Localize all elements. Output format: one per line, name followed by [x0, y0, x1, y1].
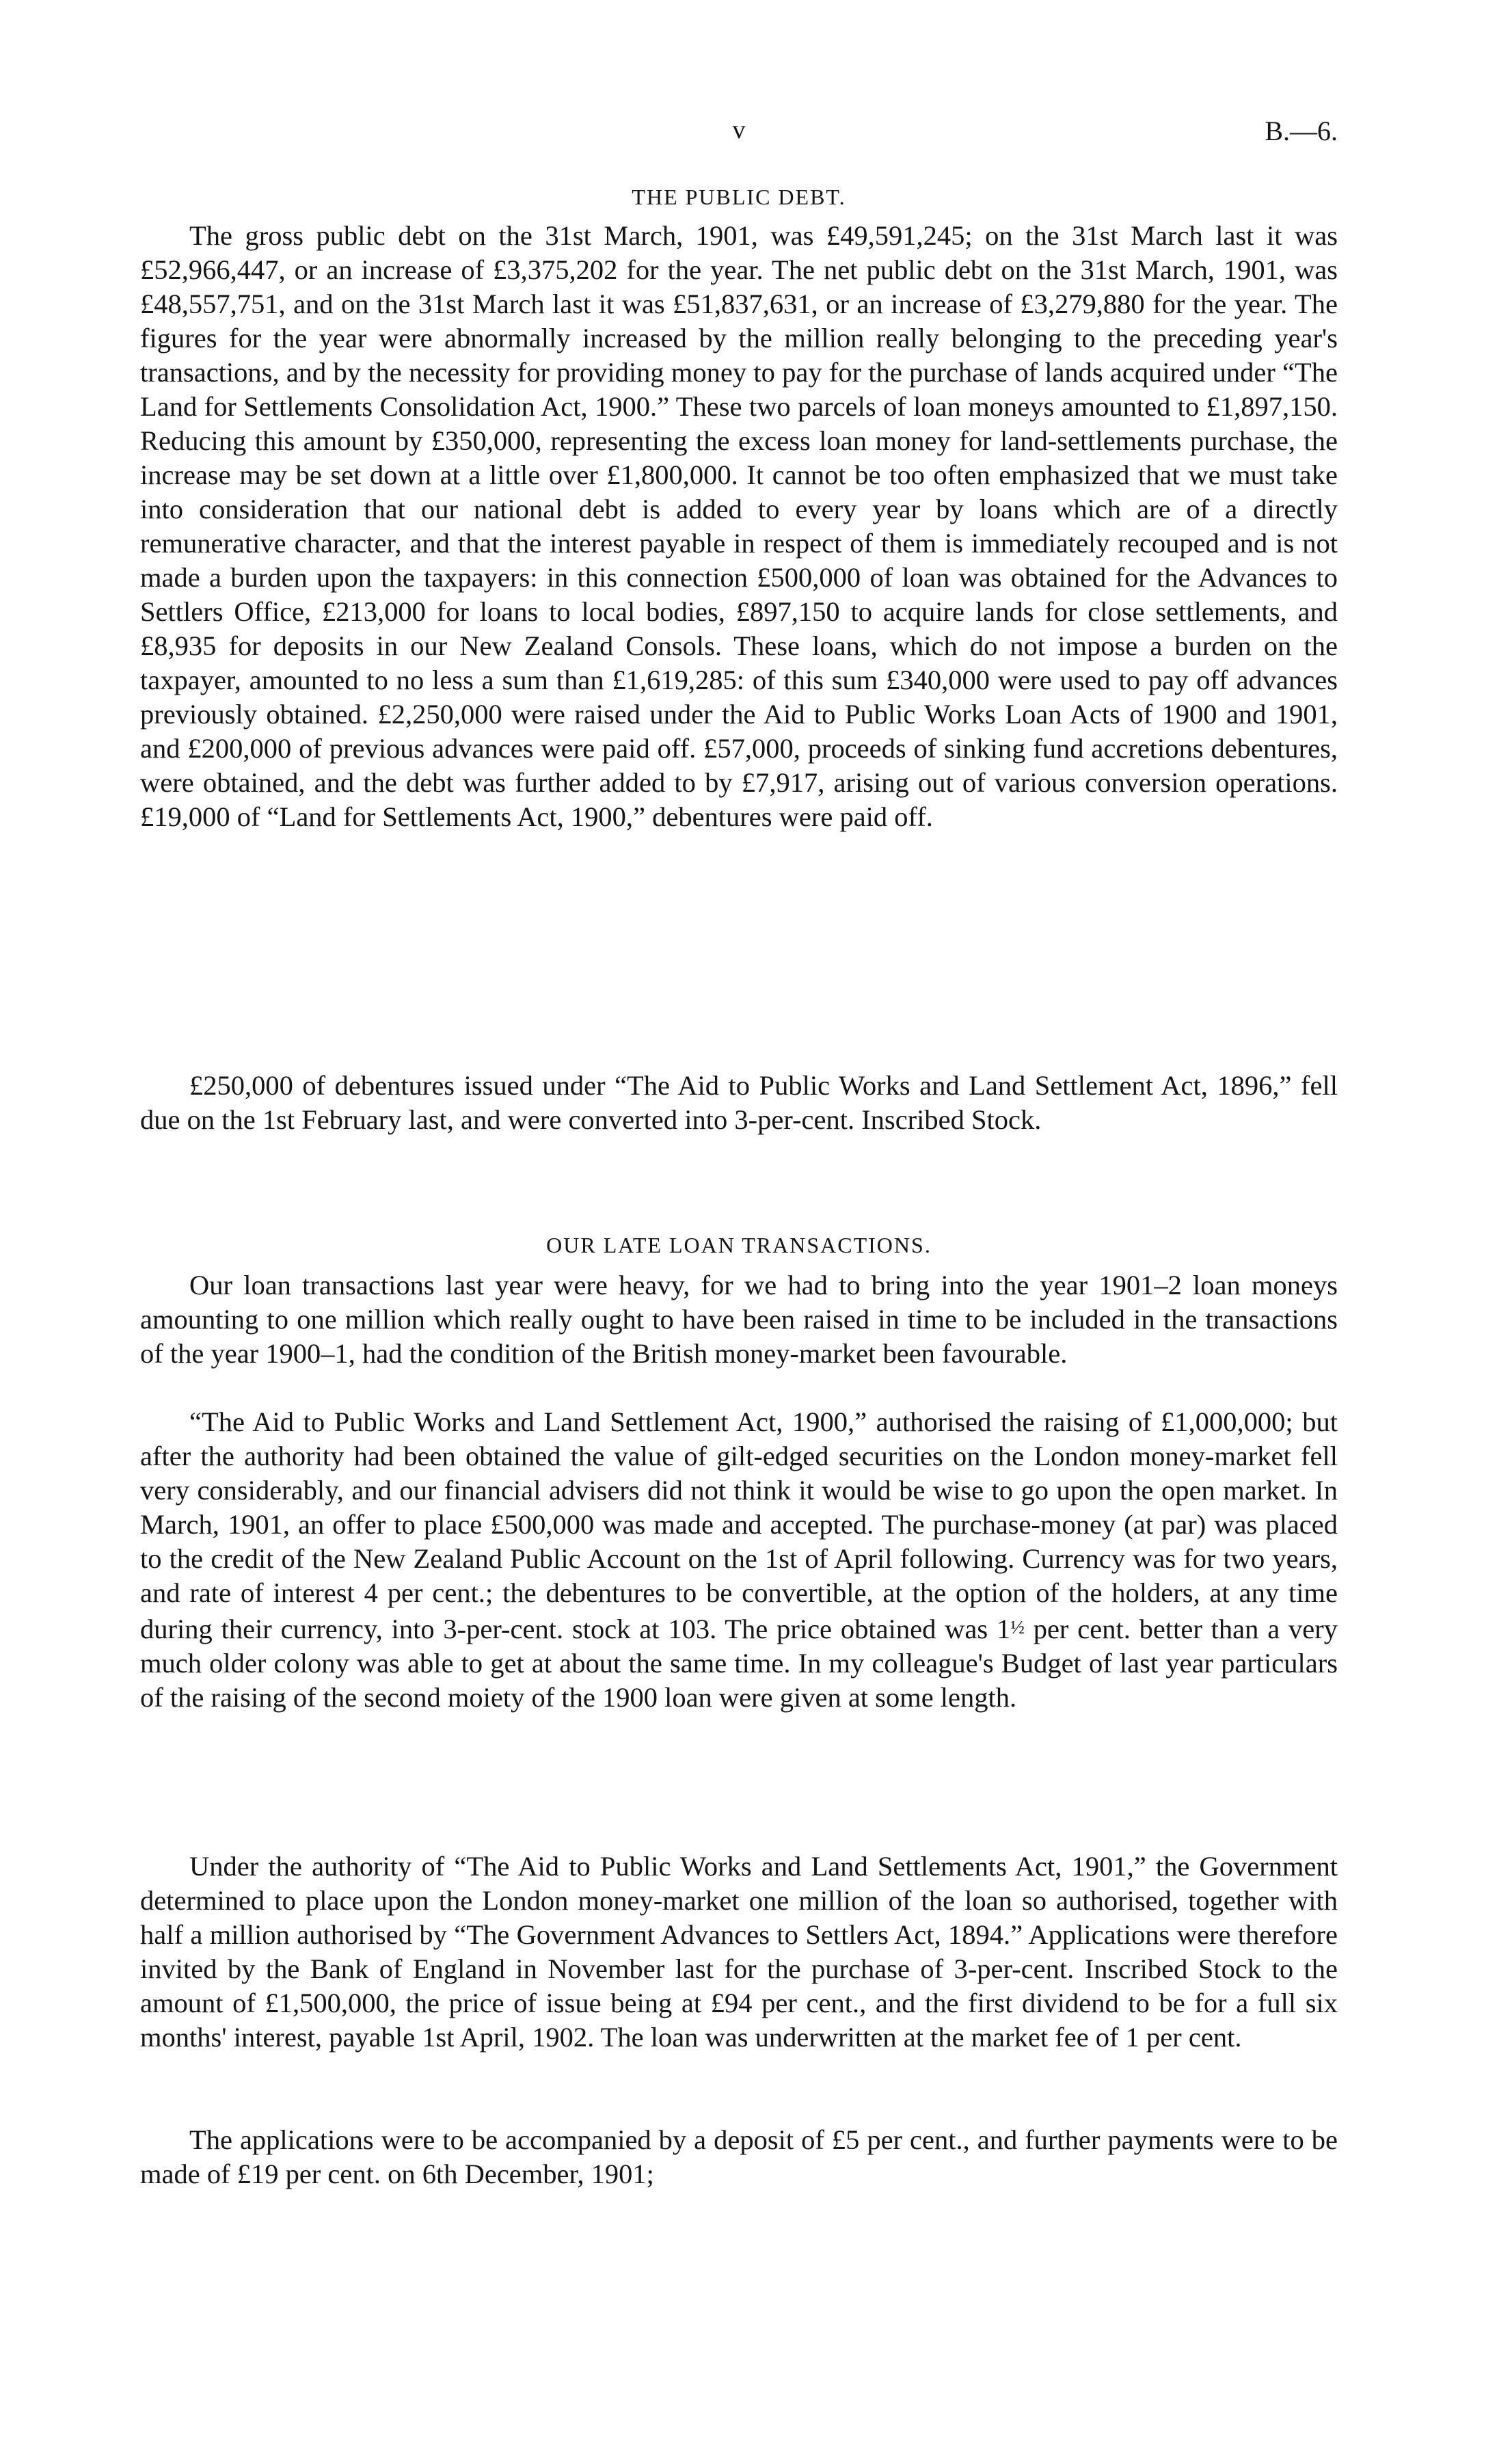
paragraph-debenture-conversion: £250,000 of debentures issued under “The Aid to Public Works and Land Settlement Act, 1896,” fell due on the 1st February last, and were converted into 3-per-cent. Inscribed Stock.: [140, 1070, 1338, 1135]
paper-reference: B.—6.: [1265, 116, 1338, 146]
price-fraction: ½: [1010, 1616, 1025, 1638]
paragraph-public-debt-figures: The gross public debt on the 31st March, 1901, was £49,591,245; on the 31st March last it was £52,966,447, or an increase of £3,375,202 for the year. The net public debt on the 31st March, 1901, was £48,557,751, and on the 31st March last it was £51,837,631, or an increase of £3,279,880 for the year. The figures for the year were abnormally increased by the million really belonging to the preceding year's transactions, and by the necessity for providing money to pay for the purchase of lands acquired under “The Land for Settlements Consolidation Act, 1900.” These two parcels of loan moneys amounted to £1,897,150. Reducing this amount by £350,000, representing the excess loan money for land-settlements purchase, the increase may be set down at a little over £1,800,000. It cannot be too often emphasized that we must take into consideration that our national debt is added to every year by loans which are of a directly remunerative character, and that the interest payable in respect of them is immediately recouped and is not made a burden upon the taxpayers: in this connection £500,000 of loan was obtained for the Advances to Settlers Office, £213,000 for loans to local bodies, £897,150 to acquire lands for close settlements, and £8,935 for deposits in our New Zealand Consols. These loans, which do not impose a burden on the taxpayer, amounted to no less a sum than £1,619,285: of this sum £340,000 were used to pay off advances previously obtained. £2,250,000 were raised under the Aid to Public Works Loan Acts of 1900 and 1901, and £200,000 of previous advances were paid off. £57,000, proceeds of sinking fund accretions debentures, were obtained, and the debt was further added to by £7,917, arising out of various conversion operations. £19,000 of “Land for Settlements Act, 1900,” debentures were paid off.: [140, 220, 1338, 832]
section-heading-public-debt: THE PUBLIC DEBT.: [632, 185, 846, 209]
paragraph-1900-act: [140, 1405, 1338, 1715]
paragraph-applications: The applications were to be accompanied by a deposit of £5 per cent., and further payments were to be made of £19 per cent. on 6th December, 1901;: [140, 2124, 1338, 2189]
paragraph-1900-act-text-continued: per cent. better than a very much older colony was able to get at about the same time. In my colleague's Budget of last year particulars of the raising of the second moiety of the 1900 loan were given at some length.: [140, 1613, 1338, 1713]
paragraph-1901-act: Under the authority of “The Aid to Public Works and Land Settlements Act, 1901,” the Government determined to place upon the London money-market one million of the loan so authorised, together with half a million authorised by “The Government Advances to Settlers Act, 1894.” Applications were therefore invited by the Bank of England in November last for the purchase of 3-per-cent. Inscribed Stock to the amount of £1,500,000, the price of issue being at £94 per cent., and the first dividend to be for a full six months' interest, payable 1st April, 1902. The loan was underwritten at the market fee of 1 per cent.: [140, 1851, 1338, 2053]
price-whole-number: 1: [996, 1613, 1011, 1644]
page-header: [140, 115, 1338, 156]
page-number: v: [732, 116, 746, 144]
section-heading-loan-transactions: OUR LATE LOAN TRANSACTIONS.: [546, 1233, 932, 1257]
paragraph-1900-act-text: “The Aid to Public Works and Land Settlement Act, 1900,” authorised the raising of £1,000,000; but after the authority had been obtained the value of gilt-edged securities on the London money-market fell very considerably, and our financial advisers did not think it would be wise to go upon the open market. In March, 1901, an offer to place £500,000 was made and accepted. The purchase-money (at par) was placed to the credit of the New Zealand Public Account on the 1st of April following. Currency was for two years, and rate of interest 4 per cent.; the debentures to be convertible, at the option of the holders, at any time during their currency, into 3-per-cent. stock at 103. The price obtained was: [140, 1406, 1338, 1644]
document-page: [140, 0, 1338, 2458]
paragraph-loan-overview: Our loan transactions last year were heavy, for we had to bring into the year 1901–2 loan moneys amounting to one million which really ought to have been raised in time to be included in the transactions of the year 1900–1, had the condition of the British money-market been favourable.: [140, 1270, 1338, 1369]
